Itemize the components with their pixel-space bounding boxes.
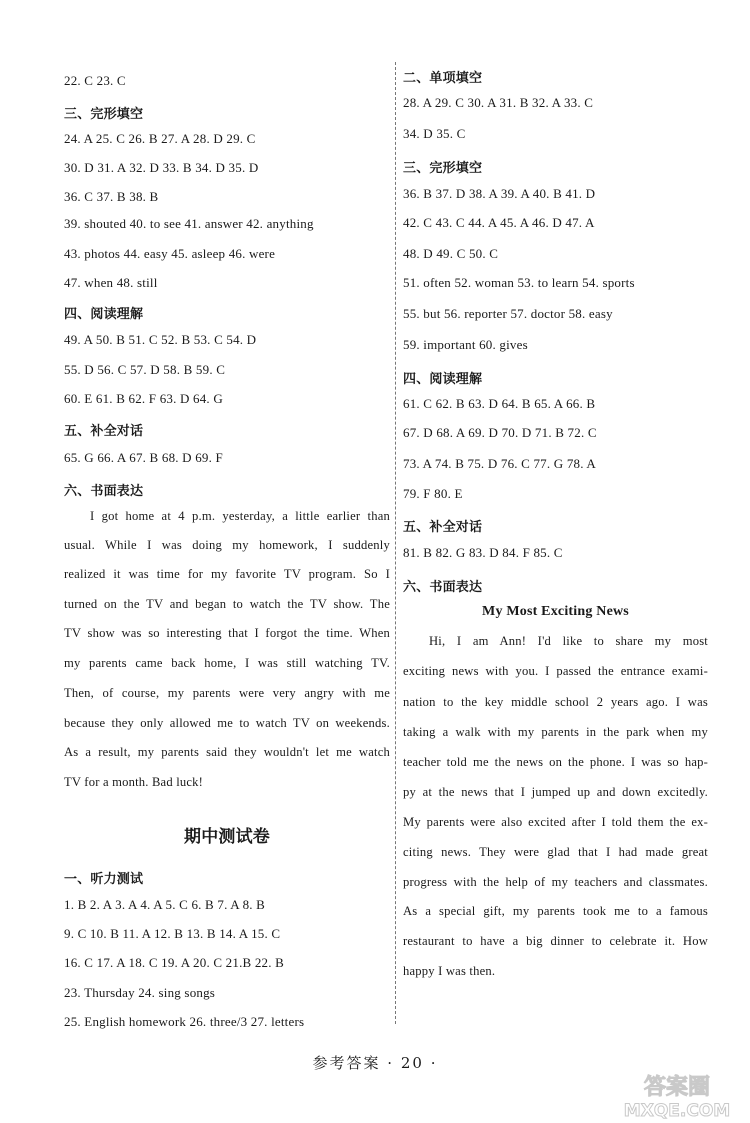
essay-line: realized it was time for my favorite TV program. So I	[64, 567, 390, 581]
essay-line: As a result, my parents said they wouldn't let me watch	[64, 745, 390, 759]
watermark-logo	[612, 1070, 742, 1120]
answer-line: 1. B 2. A 3. A 4. A 5. C 6. B 7. A 8. B	[64, 897, 266, 912]
essay-line: Then, of course, my parents were very angry with me	[64, 686, 390, 700]
answer-line: 73. A 74. B 75. D 76. C 77. G 78. A	[403, 456, 596, 471]
answer-line: 39. shouted 40. to see 41. answer 42. anything	[64, 216, 314, 231]
answer-line: 67. D 68. A 69. D 70. D 71. B 72. C	[403, 425, 597, 440]
answer-line: 43. photos 44. easy 45. asleep 46. were	[64, 246, 276, 261]
essay-line: Hi, I am Ann! I'd like to share my most	[429, 634, 708, 648]
answer-line: 22. C 23. C	[64, 73, 126, 88]
answer-line: 60. E 61. B 62. F 63. D 64. G	[64, 391, 223, 406]
section-heading: 五、补全对话	[64, 424, 144, 439]
section-heading: 四、阅读理解	[64, 307, 144, 322]
answer-line: 34. D 35. C	[403, 126, 466, 141]
answer-line: 25. English homework 26. three/3 27. letters	[64, 1014, 305, 1029]
essay-line: teacher told me the news on the phone. I was so hap-	[403, 755, 708, 769]
footer-dot-right: ·	[430, 1054, 438, 1072]
answer-line: 36. C 37. B 38. B	[64, 189, 159, 204]
essay-title: My Most Exciting News	[482, 604, 629, 619]
answer-line: 59. important 60. gives	[403, 337, 528, 352]
essay-line: exciting news with you. I passed the entrance exami-	[403, 664, 708, 678]
answer-line: 81. B 82. G 83. D 84. F 85. C	[403, 545, 563, 560]
answer-line: 51. often 52. woman 53. to learn 54. sports	[403, 275, 635, 290]
answer-line: 55. D 56. C 57. D 58. B 59. C	[64, 362, 226, 377]
essay-line: happy I was then.	[403, 964, 496, 978]
essay-line: usual. While I was doing my homework, I suddenly	[64, 538, 390, 552]
essay-line: nation to the key middle school 2 years ago. I was	[403, 695, 708, 709]
essay-line: py at the news that I jumped up and down excitedly.	[403, 785, 708, 799]
answer-line: 28. A 29. C 30. A 31. B 32. A 33. C	[403, 95, 594, 110]
answer-line: 55. but 56. reporter 57. doctor 58. easy	[403, 306, 613, 321]
section-heading: 四、阅读理解	[403, 372, 483, 387]
essay-line: citing news. They were glad that I had made great	[403, 845, 708, 859]
essay-line: turned on the TV and began to watch the TV show. The	[64, 597, 390, 611]
answer-line: 47. when 48. still	[64, 275, 158, 290]
section-heading: 三、完形填空	[64, 107, 144, 122]
answer-line: 65. G 66. A 67. B 68. D 69. F	[64, 450, 223, 465]
test-title: 期中测试卷	[184, 827, 270, 847]
essay-line: TV for a month. Bad luck!	[64, 775, 204, 789]
section-heading: 一、听力测试	[64, 872, 144, 887]
page-number: 20	[400, 1054, 424, 1072]
essay-line: TV show was so interesting that I forgot the time. When	[64, 626, 390, 640]
answer-line: 49. A 50. B 51. C 52. B 53. C 54. D	[64, 332, 257, 347]
answer-line: 16. C 17. A 18. C 19. A 20. C 21.B 22. B	[64, 955, 285, 970]
section-heading: 六、书面表达	[403, 580, 483, 595]
essay-line: As a special gift, my parents took me to a famous	[403, 904, 708, 918]
answer-line: 24. A 25. C 26. B 27. A 28. D 29. C	[64, 131, 256, 146]
section-heading: 二、单项填空	[403, 71, 483, 86]
essay-line: I got home at 4 p.m. yesterday, a little earlier than	[90, 509, 390, 523]
essay-line: restaurant to have a big dinner to celebrate it. How	[403, 934, 708, 948]
essay-line: because they only allowed me to watch TV on weekends.	[64, 716, 390, 730]
watermark-top-text: 答案圈	[643, 1075, 711, 1100]
answer-line: 48. D 49. C 50. C	[403, 246, 499, 261]
watermark-bottom-text: MXQE.COM	[623, 1101, 731, 1120]
answer-line: 9. C 10. B 11. A 12. B 13. B 14. A 15. C	[64, 926, 281, 941]
section-heading: 六、书面表达	[64, 484, 144, 499]
column-divider	[395, 62, 396, 1024]
section-heading: 三、完形填空	[403, 161, 483, 176]
answer-line: 61. C 62. B 63. D 64. B 65. A 66. B	[403, 396, 596, 411]
essay-line: progress with the help of my teachers and classmates.	[403, 875, 708, 889]
essay-line: my parents came back home, I was still watching TV.	[64, 656, 390, 670]
answer-line: 36. B 37. D 38. A 39. A 40. B 41. D	[403, 186, 596, 201]
answer-line: 42. C 43. C 44. A 45. A 46. D 47. A	[403, 215, 595, 230]
section-heading: 五、补全对话	[403, 520, 483, 535]
essay-line: My parents were also excited after I told them the ex-	[403, 815, 708, 829]
answer-line: 23. Thursday 24. sing songs	[64, 985, 216, 1000]
footer-dot-left: ·	[387, 1054, 395, 1072]
answer-line: 30. D 31. A 32. D 33. B 34. D 35. D	[64, 160, 259, 175]
footer-label: 参考答案	[312, 1054, 381, 1072]
answer-line: 79. F 80. E	[403, 486, 463, 501]
essay-line: taking a walk with my parents in the park when my	[403, 725, 708, 739]
